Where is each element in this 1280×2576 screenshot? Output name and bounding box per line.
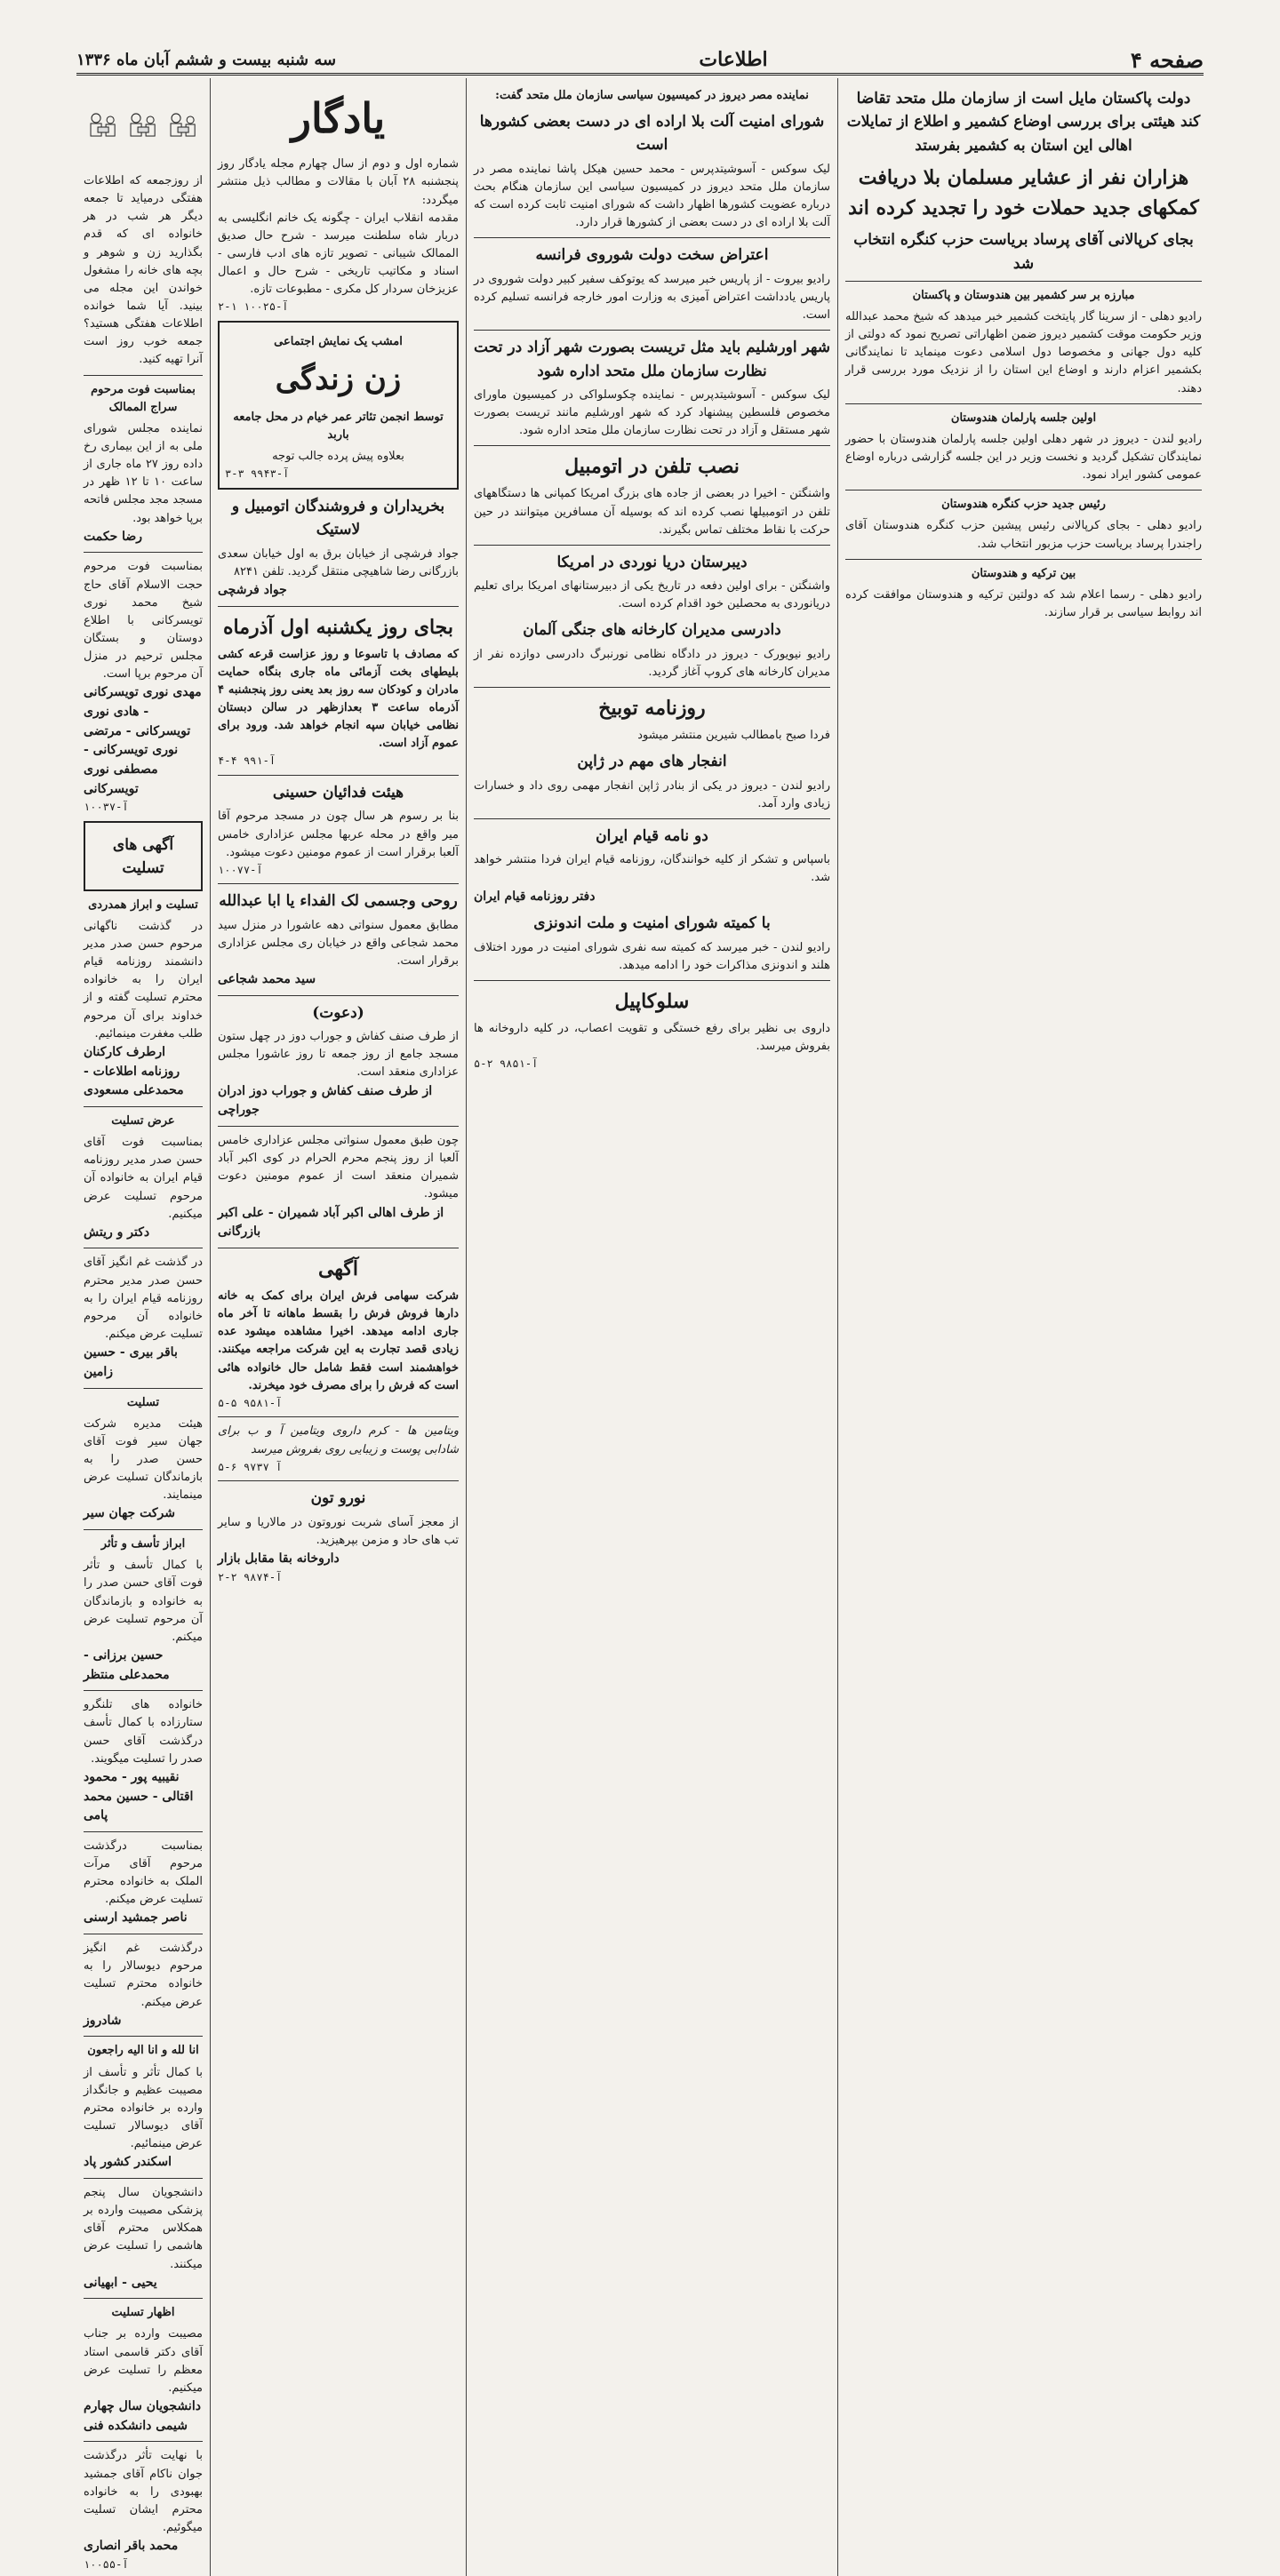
- paper-name: اطلاعات: [699, 48, 768, 71]
- column-yadegar-and-ads: یادگار شماره اول و دوم از سال چهارم مجله یادگار روز پنجشنبه ۲۸ آبان با مقالات و مطالب ذیل منتشر میگردد: مقدمه انقلاب ایران - چگونه یک خانم انگلیسی به دربار شاه سلطنت میرسد - شرح حال صدیق الممالک شیبانی - تصویر تازه های ادب فارسی - اسناد و مکاتیب تاریخی - شرح حال و اعمال عزیزخان سردار کل مکری - مطبوعات تازه. آ-۱۰۰۲۵ ۱-۲ امشب یک نمایش اجتماعی زن زندگی توسط انجمن تئاتر عمر خیام در محل جامعه باربد بعلاوه پیش پرده جالب توجه آ-۹۹۴۳ ۳-۳ بخریداران و فروشندگان اتومبیل و لاستیک جواد فرشچی از خیابان برق به اول خیابان سعدی بازرگانی رضا شاهیچی منتقل گردید. تلفن ۸۲۴۱ جواد فرشچی بجای روز یکشنبه اول آذرماه که مصادف با تاسوعا و روز عزاست قرعه کشی بلیطهای بخت آزمائی ماه جاری بنگاه حمایت مادران و کودکان سه روز بعد یعنی روز پنجشنبه ۴ آذرماه ساعت ۳ بعدازظهر در سالن دبستان نظامی خیابان سپه انجام خواهد شد. ورود برای عموم آزاد است. آ-۹۹۱ ۴-۴ هیئت فدائیان حسینی بنا بر رسوم هر سال چون در مسجد مرحوم آقا میر واقع در محله عربها مجلس عزاداری خامس آلعبا برقرار است از عموم مومنین دعوت میشود. آ-۱۰۰۷۷ روحی وجسمی لک الفداء یا ابا عبدالله مطابق معمول سنواتی دهه عاشورا در منزل سید محمد شجاعی واقع در خیابان ری مجلس عزاداری برقرار است. سید محمد شجاعی (دعوت) از طرف صنف کفاش و جوراب دوز در چهل ستون مسجد جامع از روز جمعه تا روز عاشورا مجلس عزاداری منعقد است. از طرف صنف کفاش و جوراب دوز ادران جوراچی چون طبق معمول سنواتی مجلس عزاداری خامس آلعبا از روز پنجم محرم الحرام در کوی اکبر آباد شمیران منعقد است از عموم مومنین دعوت میشود. از طرف اهالی اکبر آباد شمیران - علی اکبر بازرگانی آگهی شرکت سهامی فرش ایران برای کمک به خانه دارها فروش فرش را بقسط ماهانه تا آخر ماه جاری ادامه میدهد. اخیرا مشاهده میشود عده زیادی قصد تجارت به این شرکت مراجعه میکنند. خواهشمند است فقط شامل حال خانواده هائی است که فرش را برای مصرف خود میخرند. آ-۹۵۸۱ ۵-۵ ویتامین ها - کرم داروی ویتامین آ و ب برای شادابی پوست و زیبایی روی بفروش میرسد آ ۹۷۳۷ ۶-۵ نورو تون از معجز آسای شربت نوروتون در مالاریا و سایر تب های حاد و مزمن بپرهیزید. داروخانه بقا مقابل بازار آ-۹۸۷۴ ۲-۲: [210, 78, 466, 2576]
- second-headline: هزاران نفر از عشایر مسلمان بلا دریافت کمکهای جدید حملات خود را تجدید کرده اند: [848, 166, 1199, 220]
- issue-date: سه شنبه بیست و ششم آبان ماه ۱۳۳۶: [76, 50, 337, 69]
- page-number: صفحه ۴: [1130, 46, 1204, 73]
- family-reading-icon: [165, 85, 201, 165]
- yadegar-masthead: یادگار: [291, 94, 386, 142]
- family-reading-icon: [85, 85, 121, 165]
- lottery-headline: بجای روز یکشنبه اول آذرماه: [223, 615, 453, 639]
- weekly-illustration: [84, 85, 203, 165]
- play-announcement: امشب یک نمایش اجتماعی زن زندگی توسط انجمن تئاتر عمر خیام در محل جامعه باربد بعلاوه پیش پرده جالب توجه آ-۹۹۴۳ ۳-۳: [218, 321, 459, 490]
- play-title: زن زندگی: [275, 362, 402, 398]
- un-headline: شورای امنیت آلت بلا اراده ای در دست بعضی کشورها است: [479, 113, 825, 155]
- column-world-news: نماینده مصر دیروز در کمیسیون سیاسی سازمان ملل متحد گفت: شورای امنیت آلت بلا اراده ای در دست بعضی کشورها است لیک سوکس - آسوشیتدپرس - محمد حسین هیکل پاشا نماینده مصر در سازمان ملل متحد دیروز در کمیسیون سیاسی این سازمان هنگام بحث درباره عضویت کشورها اظهار داشت که شورای امنیت ثابت کرده است که آلت بلا اراده ای در دست بعضی از کشورها قرار دارد. اعتراض سخت دولت شوروی فرانسه رادیو بیروت - از پاریس خبر میرسد که یوتوکف سفیر کبیر دولت شوروی در پاریس یادداشت اعتراض آمیزی به وزارت امور خارجه فرانسه تسلیم کرده است. شهر اورشلیم باید مثل تریست بصورت شهر آزاد در تحت نظارت سازمان ملل متحد اداره شود لیک سوکس - آسوشیتدپرس - نماینده چکوسلواکی در کمیسیون ماورای مخصوص فلسطین پیشنهاد کرد که شهر اورشلیم مانند تریست بصورت شهر مستقل و آزاد در تحت نظارت سازمان ملل متحد اداره شود. نصب تلفن در اتومبیل واشنگتن - اخیرا در بعضی از جاده های بزرگ امریکا کمپانی ها دستگاههای تلفن در اتومبیلها نصب کرده اند که بوسیله آن مسافرین میتوانند در حین حرکت با نقاط مختلف تماس بگیرند. دیبرستان دریا نوردی در امریکا واشنگتن - برای اولین دفعه در تاریخ یکی از دبیرستانهای امریکا برای تعلیم دریانوردی به محصلین خود اقدام کرده است. دادرسی مدیران کارخانه های جنگی آلمان رادیو نیویورک - دیروز در دادگاه نظامی نورنبرگ دادرسی دوازده نفر از مدیران کارخانه های کروپ آغاز گردید. روزنامه توبیخ فردا صبح بامطالب شیرین منتشر میشود انفجار های مهم در ژاپن رادیو لندن - دیروز در یکی از بنادر ژاپن انفجار مهمی روی داد و خسارات زیادی وارد آمد. دو نامه قیام ایران باسپاس و تشکر از کلیه خوانندگان، روزنامه قیام ایران فردا منتشر خواهد شد. دفتر روزنامه قیام ایران با کمیته شورای امنیت و ملت اندونزی رادیو لندن - خبر میرسد که کمیته سه نفری شورای امنیت در مورد اختلاف هلند و اندونزی مذاکرات خود را ادامه میدهد. سلوکاپیل داروی بی نظیر برای رفع خستگی و تقویت اعصاب، در کلیه داروخانه ها بفروش میرسد. آ-۹۸۵۱ ۲-۵: [466, 78, 837, 2576]
- column-condolences: از روزجمعه که اطلاعات هفتگی درمیاید تا جمعه دیگر هر شب در هر خانواده ای که قدم بگذارید زن و شوهر و بچه های خانه را مشغول خواندن این مجله می بینید. آیا شما خوانده اطلاعات هفتگی هستید؟ جمعه خوب روز است آنرا تهیه کنید. بمناسبت فوت مرحوم سراج الممالک نماینده مجلس شورای ملی به از این بیماری رخ داده روز ۲۷ ماه جاری از ساعت ۱۰ تا ۱۲ ظهر در مسجد مجد مجلس فاتحه برپا خواهد بود. رضا حکمت بمناسبت فوت مرحوم حجت الاسلام آقای حاج شیخ محمد نوری تویسرکانی با اطلاع دوستان و بستگان مجلس ترحیم در منزل آن مرحوم برپا است. مهدی نوری تویسرکانی - هادی نوری تویسرکانی - مرتضی نوری تویسرکانی - مصطفی نوری تویسرکانی آ-۱۰۰۳۷ آگهی های تسلیت تسلیت و ابراز همدردی در گذشت ناگهانی مرحوم حسن صدر مدیر دانشمند روزنامه قیام ایران را به خانواده محترم تسلیت گفته و از خداوند برای آن مرحوم طلب مغفرت مینمائیم. ارطرف کارکنان روزنامه اطلاعات - محمدعلی مسعودی عرض تسلیت بمناسبت فوت آقای حسن صدر مدیر روزنامه قیام ایران به خانواده آن مرحوم تسلیت عرض میکنیم. دکتر و ریتش در گذشت غم انگیز آقای حسن صدر مدیر محترم روزنامه قیام ایران را به خانواده آن مرحوم تسلیت عرض میکنم. باقر بیری - حسین زامین تسلیت هیئت مدیره شرکت جهان سیر فوت آقای حسن صدر را به بازماندگان تسلیت عرض مینمایند. شرکت جهان سیر ابراز تأسف و تأثر با کمال تأسف و تأثر فوت آقای حسن صدر را به خانواده و بازماندگان آن مرحوم تسلیت عرض میکنم. حسین برزانی - محمدعلی منتظر خانواده های تلنگرو ستارزاده با کمال تأسف درگذشت آقای حسن صدر را تسلیت میگویند. نقیبیه پور - محمود اقتالی - حسین محمد پامی بمناسبت درگذشت مرحوم آقای مرآت الملک به خانواده محترم تسلیت عرض میکنم. ناصر جمشید ارسنی درگذشت غم انگیز مرحوم دیوسالار را به خانواده محترم تسلیت عرض میکنم. شادروز انا لله و انا الیه راجعون با کمال تأثر و تأسف از مصیبت عظیم و جانگداز وارده بر خانواده محترم آقای دیوسالار تسلیت عرض مینمائیم. اسکندر کشور پاد دانشجویان سال پنجم پزشکی مصیبت وارده بر همکلاس محترم آقای هاشمی را تسلیت عرض میکنند. یحیی - ابهیانی اظهار تسلیت مصیبت وارده بر جناب آقای دکتر قاسمی استاد معظم را تسلیت عرض میکنیم. دانشجویان سال چهارم شیمی دانشکده فنی با نهایت تأثر درگذشت جوان ناکام آقای جمشید بهبودی را به خانواده محترم ایشان تسلیت میگوئیم. محمد باقر انصاری آ-۱۰۰۵۵: [76, 78, 210, 2576]
- third-headline: بجای کرپالانی آقای پرساد بریاست حزب کنگره انتخاب شد: [853, 231, 1194, 273]
- condolence-section-title: آگهی های تسلیت: [112, 836, 174, 878]
- main-headline: دولت پاکستان مایل است از سازمان ملل متحد تقاضا کند هیئتی برای بررسی اوضاع کشمیر و اطلاع از تمایلات اهالی این استان به کشمیر بفرستد: [846, 90, 1201, 155]
- family-reading-icon: [125, 85, 161, 165]
- column-kashmir-news: دولت پاکستان مایل است از سازمان ملل متحد تقاضا کند هیئتی برای بررسی اوضاع کشمیر و اطلاع از تمایلات اهالی این استان به کشمیر بفرستد هزاران نفر از عشایر مسلمان بلا دریافت کمکهای جدید حملات خود را تجدید کرده اند بجای کرپالانی آقای پرساد بریاست حزب کنگره انتخاب شد مبارزه بر سر کشمیر بین هندوستان و پاکستان رادیو دهلی - از سرینا گار پایتخت کشمیر خبر میدهد که شیخ محمد عبدالله وزیر حکومت موقت کشمیر دیروز ضمن اظهاراتی تصریح نمود که دولتی از کلیه دول جهانی و مخصوصا دول اسلامی دعوت مینماید تا نمایندگانی بکشمیر اعزام دارند و اوضاع این استان را از نزدیک مورد بررسی قرار دهند. اولین جلسه پارلمان هندوستان رادیو لندن - دیروز در شهر دهلی اولین جلسه پارلمان هندوستان با حضور نمایندگان تشکیل گردید و نخست وزیر در این جلسه گزارشی درباره اوضاع عمومی کشور ایراد نمود. رئیس جدید حزب کنگره هندوستان رادیو دهلی - بجای کرپالانی رئیس پیشین حزب کنگره هندوستان آقای راجندرا پرساد بریاست حزب مزبور انتخاب شد. بین ترکیه و هندوستان رادیو دهلی - رسما اعلام شد که دولتین ترکیه و هندوستان موافقت کرده اند روابط سیاسی بر قرار سازند.: [837, 78, 1209, 2576]
- page-header: [76, 46, 1204, 76]
- obituary-title: بمناسبت فوت مرحوم سراج الممالک: [91, 382, 196, 414]
- weekly-promo: از روزجمعه که اطلاعات هفتگی درمیاید تا جمعه دیگر هر شب در هر خانواده ای که قدم بگذارید زن و شوهر و بچه های خانه را مشغول خواندن این مجله می بینید. آیا شما خوانده اطلاعات هفتگی هستید؟ جمعه خوب روز است آنرا تهیه کنید.: [84, 174, 203, 367]
